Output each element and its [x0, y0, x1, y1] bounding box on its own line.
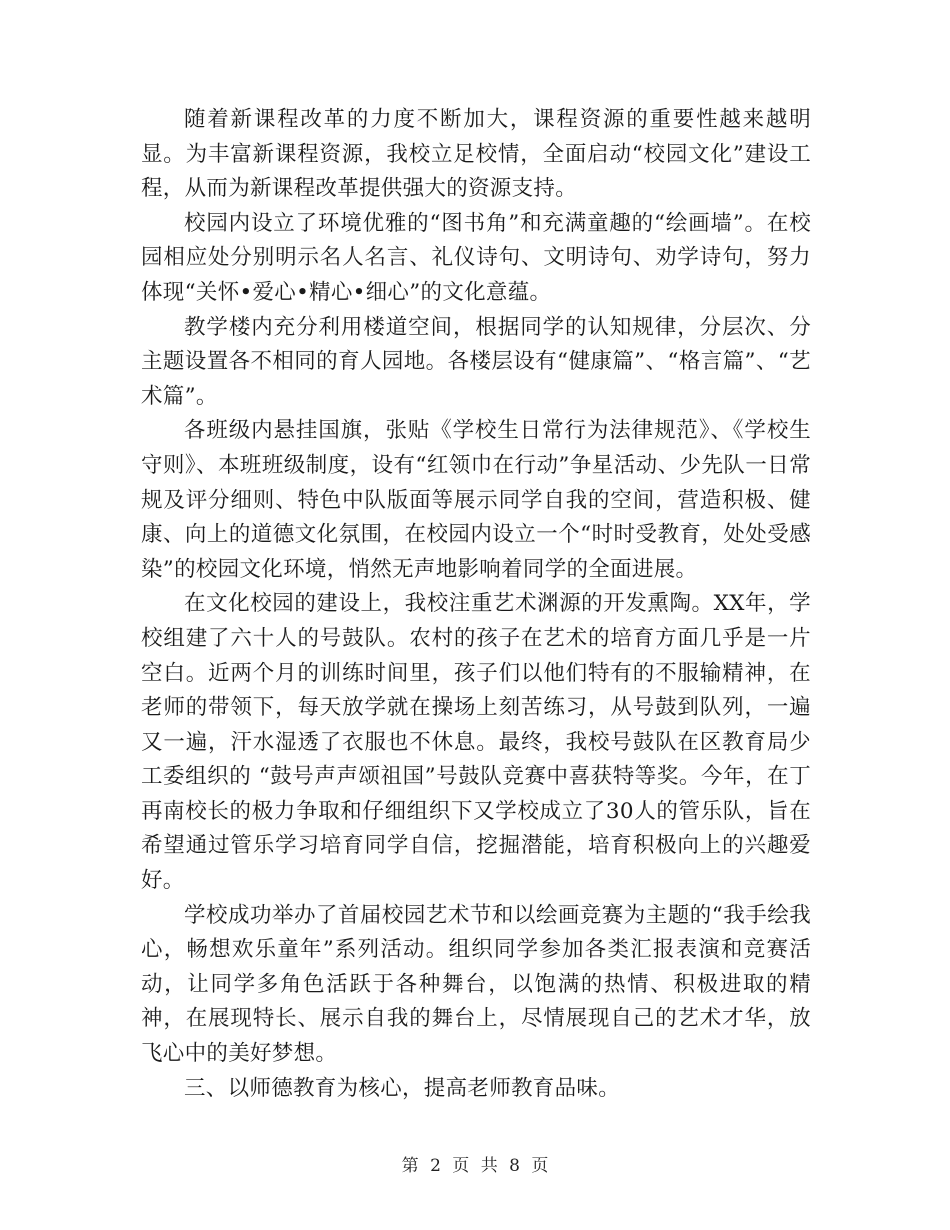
footer-prefix: 第	[401, 1156, 419, 1176]
paragraph-campus-corners: 校园内设立了环境优雅的“图书角”和充满童趣的“绘画墙”。在校园相应处分别明示名人名言、礼仪诗句、文明诗句、劝学诗句，努力体现“关怀•爱心•精心•细心”的文化意蕴。	[141, 210, 811, 305]
section-heading-teacher-ethics: 三、以师德教育为核心，提高老师教育品味。	[184, 1075, 621, 1101]
footer-total-pages: 8	[509, 1156, 520, 1176]
paragraph-classrooms: 各班级内悬挂国旗，张贴《学校生日常行为法律规范》、《学校生守则》、本班班级制度，设有“红领巾在行动”争星活动、少先队一日常规及评分细则、特色中队版面等展示同学自我的空间，营造积极、健康、向上的道德文化氛围，在校园内设立一个“时时受教育，处处受感染”的校园文化环境，悄然无声地影响着同学的全面进展。	[141, 418, 811, 582]
paragraph-art-festival: 学校成功举办了首届校园艺术节和以绘画竞赛为主题的“我手绘我心，畅想欢乐童年”系列活动。组织同学参加各类汇报表演和竞赛活动，让同学多角色活跃于各种舞台，以饱满的热情、积极进取的精神，在展现特长、展示自我的舞台上，尽情展现自己的艺术才华，放飞心中的美好梦想。	[141, 902, 811, 1067]
paragraph-curriculum-resources: 随着新课程改革的力度不断加大，课程资源的重要性越来越明显。为丰富新课程资源，我校立足校情，全面启动“校园文化”建设工程，从而为新课程改革提供强大的资源支持。	[141, 107, 811, 202]
page-footer	[0, 1154, 950, 1178]
paragraph-teaching-building: 教学楼内充分利用楼道空间，根据同学的认知规律，分层次、分主题设置各不相同的育人园地。各楼层设有“健康篇”、“格言篇”、“艺术篇”。	[141, 314, 811, 409]
footer-page-word: 页	[452, 1156, 470, 1176]
footer-total-word: 共	[480, 1156, 498, 1176]
document-body	[141, 103, 811, 1106]
footer-suffix: 页	[531, 1156, 549, 1176]
paragraph-drum-band: 在文化校园的建设上，我校注重艺术渊源的开发熏陶。XX年，学校组建了六十人的号鼓队。农村的孩子在艺术的培育方面几乎是一片空白。近两个月的训练时间里，孩子们以他们特有的不服输精神，在老师的带领下，每天放学就在操场上刻苦练习，从号鼓到队列，一遍又一遍，汗水湿透了衣服也不休息。最终，我校号鼓队在区教育局少工委组织的 “鼓号声声颂祖国”号鼓队竞赛中喜获特等奖。今年，在丁再南校长的极力争取和仔细组织下又学校成立了30人的管乐队，旨在希望通过管乐学习培育同学自信，挖掘潜能，培育积极向上的兴趣爱好。	[141, 591, 811, 894]
footer-current-page: 2	[430, 1156, 441, 1176]
